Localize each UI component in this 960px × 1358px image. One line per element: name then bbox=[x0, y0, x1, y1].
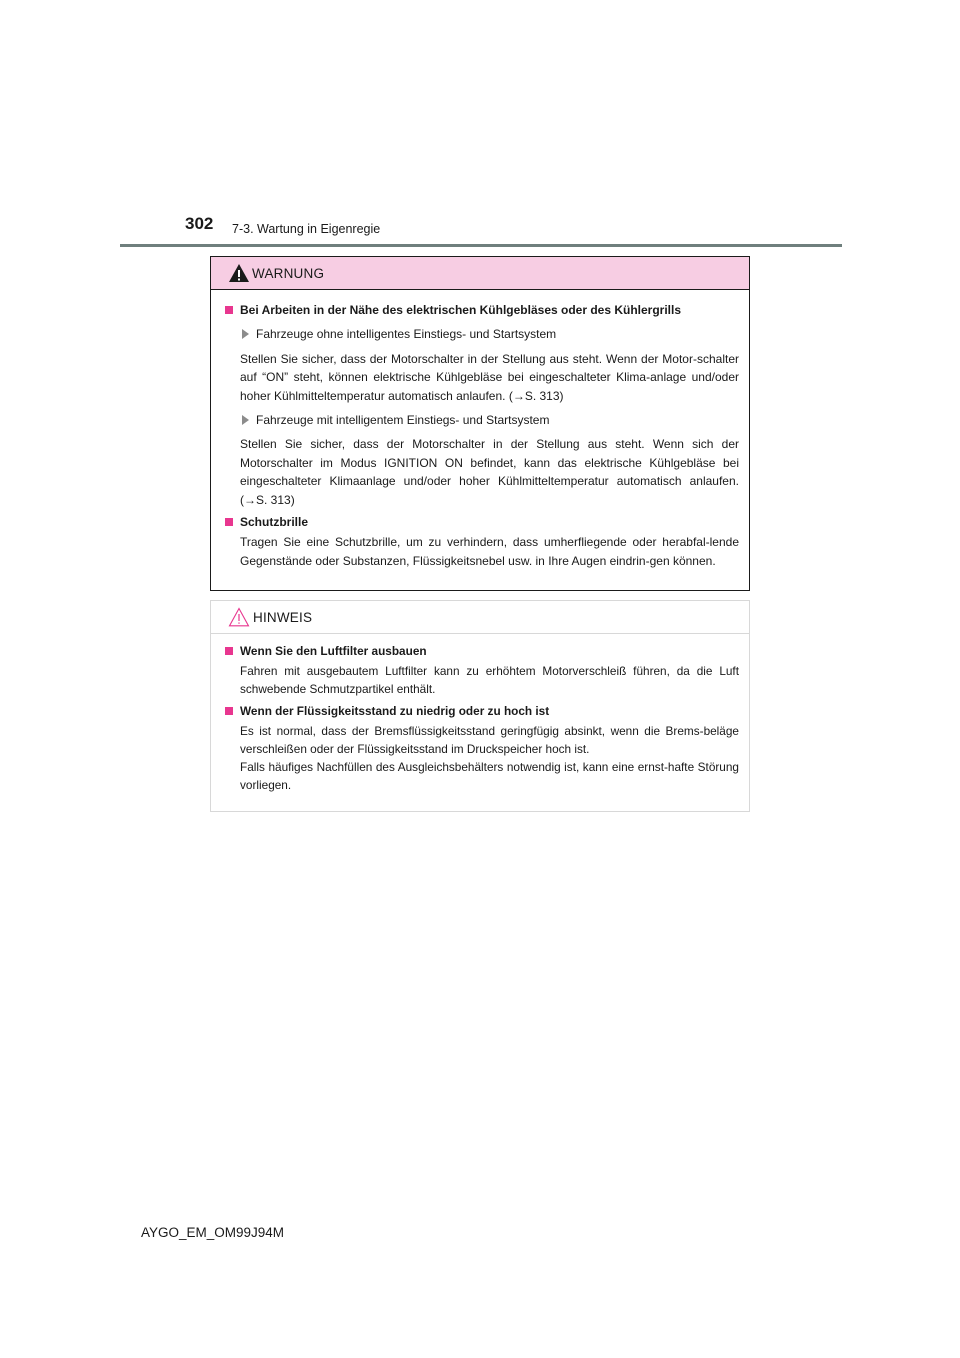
notice-header bbox=[211, 601, 749, 634]
bullet-square-icon bbox=[225, 647, 233, 655]
warning-sub-with-smart-entry: Fahrzeuge mit intelligentem Einstiegs- und Startsystem bbox=[225, 411, 739, 429]
warning-heading-fan: Bei Arbeiten in der Nähe des elektrischen Kühlgebläses oder des Kühlergrills bbox=[225, 301, 739, 319]
warning-header bbox=[211, 257, 749, 290]
bullet-square-icon bbox=[225, 306, 233, 314]
notice-box bbox=[210, 600, 750, 812]
notice-title: HINWEIS bbox=[253, 610, 313, 625]
footer-code: AYGO_EM_OM99J94M bbox=[141, 1225, 285, 1240]
warning-paragraph: Stellen Sie sicher, dass der Motorschalter in der Stellung aus steht. Wenn der Motor-schalter auf “ON” steht, können elektrische Kühlgebläse bei eingeschalteter Klima-anlage und/oder hoher Kühlmitteltemperatur automatisch anlaufen. (→S. 313) bbox=[240, 351, 739, 403]
warning-paragraph: Tragen Sie eine Schutzbrille, um zu verhindern, dass umherfliegende oder herabfal-lende Gegenstände oder Substanzen, Flüssigkeitsnebel usw. in Ihre Augen eindrin-gen können. bbox=[240, 535, 739, 568]
bullet-square-icon bbox=[225, 518, 233, 526]
notice-paragraph: Fahren mit ausgebautem Luftfilter kann zu erhöhtem Motorverschleiß führen, da die Luft schwebende Schmutzpartikel enthält. bbox=[240, 664, 739, 696]
arrow-right-icon bbox=[242, 415, 249, 425]
notice-triangle-icon bbox=[228, 607, 250, 627]
bullet-square-icon bbox=[225, 707, 233, 715]
warning-content bbox=[225, 301, 739, 570]
arrow-right-icon bbox=[242, 329, 249, 339]
page-number: 302 bbox=[185, 214, 214, 233]
notice-paragraph: Es ist normal, dass der Bremsflüssigkeitsstand geringfügig absinkt, wenn die Brems-beläge verschleißen oder der Flüssigkeitsstand im Druckspeicher hoch ist. bbox=[240, 724, 739, 756]
warning-heading-goggles: Schutzbrille bbox=[225, 513, 739, 531]
warning-title: WARNUNG bbox=[252, 266, 325, 281]
notice-heading-fluid-level: Wenn der Flüssigkeitsstand zu niedrig oder zu hoch ist bbox=[225, 702, 739, 720]
warning-triangle-icon bbox=[228, 263, 250, 283]
header-divider bbox=[120, 244, 842, 247]
notice-content bbox=[225, 642, 739, 794]
warning-paragraph: Stellen Sie sicher, dass der Motorschalter in der Stellung aus steht. Wenn sich der Motorschalter im Modus IGNITION ON befindet, kann das elektrische Kühlgebläse bei eingeschalteter Klimaanlage und/oder hoher Kühlmitteltemperatur automatisch anlaufen. (→S. 313) bbox=[240, 437, 739, 507]
page-header bbox=[185, 214, 785, 244]
notice-heading-air-filter: Wenn Sie den Luftfilter ausbauen bbox=[225, 642, 739, 660]
warning-box bbox=[210, 256, 750, 591]
warning-sub-without-smart-entry: Fahrzeuge ohne intelligentes Einstiegs- und Startsystem bbox=[225, 325, 739, 343]
notice-paragraph: Falls häufiges Nachfüllen des Ausgleichsbehälters notwendig ist, kann eine ernst-hafte Störung vorliegen. bbox=[240, 760, 739, 792]
section-title: 7-3. Wartung in Eigenregie bbox=[232, 222, 381, 236]
